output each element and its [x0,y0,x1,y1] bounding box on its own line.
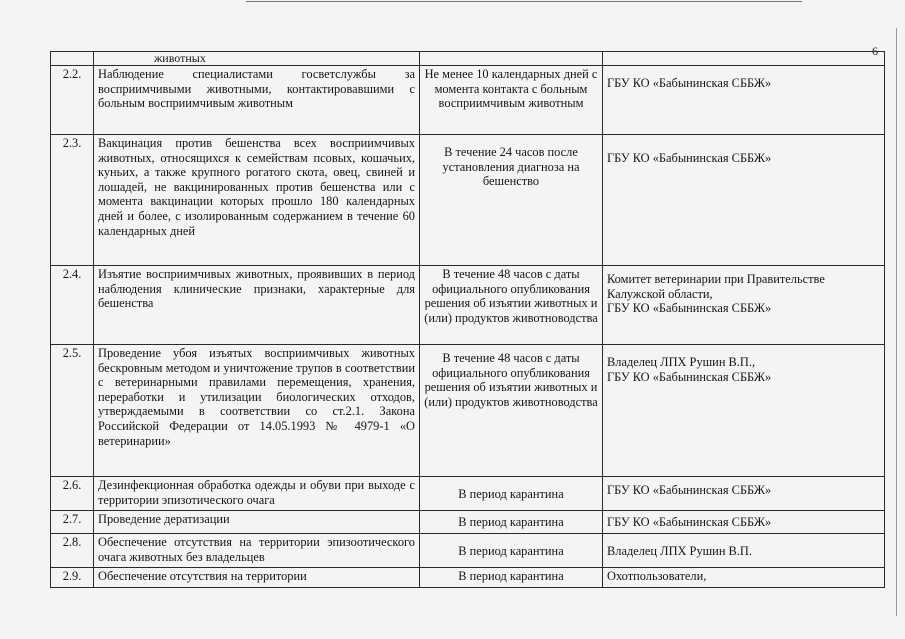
term-text: В период карантина [420,568,603,588]
term-text: В период карантина [420,534,603,568]
term-text [420,52,603,66]
table-row [51,345,885,477]
action-text: Проведение дератизации [94,511,420,534]
term-text: В течение 24 часов после установления диагноза на бешенство [420,135,603,266]
top-edge-rule [246,1,802,2]
action-text: Обеспечение отсутствия на территории эпизоотического очага животных без владельцев [94,534,420,568]
responsible-text: Владелец ЛПХ Рушин В.П., ГБУ КО «Бабынинская СББЖ» [603,345,885,477]
row-number: 2.7. [51,511,94,534]
term-text: В течение 48 часов с даты официального опубликования решения об изъятии животных и (или) продуктов животноводства [420,345,603,477]
responsible-text: Охотпользователи, [603,568,885,588]
table-row [51,534,885,568]
action-text: Наблюдение специалистами госветслужбы за восприимчивыми животными, контактировавшими с больным восприимчивым животным [94,66,420,135]
responsible-text: ГБУ КО «Бабынинская СББЖ» [603,477,885,511]
table-row [51,568,885,588]
row-number: 2.2. [51,66,94,135]
row-number [51,52,94,66]
measures-table [50,51,885,588]
term-text: Не менее 10 календарных дней с момента контакта с больным восприимчивым животным [420,66,603,135]
row-number: 2.6. [51,477,94,511]
right-edge-rule [896,28,897,616]
table-row [51,135,885,266]
responsible-text: ГБУ КО «Бабынинская СББЖ» [603,135,885,266]
term-text: В течение 48 часов с даты официального опубликования решения об изъятии животных и (или) продуктов животноводства [420,266,603,345]
row-number: 2.8. [51,534,94,568]
action-text: Дезинфекционная обработка одежды и обуви при выходе с территории эпизотического очага [94,477,420,511]
term-text: В период карантина [420,511,603,534]
table-row [51,66,885,135]
row-number: 2.9. [51,568,94,588]
action-text: Изъятие восприимчивых животных, проявивших в период наблюдения клинические признаки, характерные для бешенства [94,266,420,345]
responsible-text: ГБУ КО «Бабынинская СББЖ» [603,511,885,534]
page-number: 6 [872,44,878,58]
responsible-text [603,52,885,66]
row-number: 2.5. [51,345,94,477]
responsible-text: ГБУ КО «Бабынинская СББЖ» [603,66,885,135]
table-row [51,266,885,345]
term-text: В период карантина [420,477,603,511]
table-row [51,477,885,511]
table-row [51,511,885,534]
responsible-text: Комитет ветеринарии при Правительстве Калужской области, ГБУ КО «Бабынинская СББЖ» [603,266,885,345]
responsible-text: Владелец ЛПХ Рушин В.П. [603,534,885,568]
row-number: 2.3. [51,135,94,266]
table-row [51,52,885,66]
row-number: 2.4. [51,266,94,345]
action-text: Обеспечение отсутствия на территории [94,568,420,588]
action-text: Проведение убоя изъятых восприимчивых животных бескровным методом и уничтожение трупов в соответствии с ветеринарными правилами перемещения, хранения, переработки и утилизации биологических отходов, утверждаемыми в соответствии со ст.2.1. Закона Российской Федерации от 14.05.1993 № 4979-1 «О ветеринарии» [94,345,420,477]
action-text: животных [94,52,420,66]
action-text: Вакцинация против бешенства всех восприимчивых животных, относящихся к семействам псовых, кошачьих, куньих, а также крупного рогатого скота, овец, свиней и лошадей, не вакцинированных против бешенства или с момента вакцинации которых прошло 180 календарных дней и более, с изолированным содержанием в течение 60 календарных дней [94,135,420,266]
